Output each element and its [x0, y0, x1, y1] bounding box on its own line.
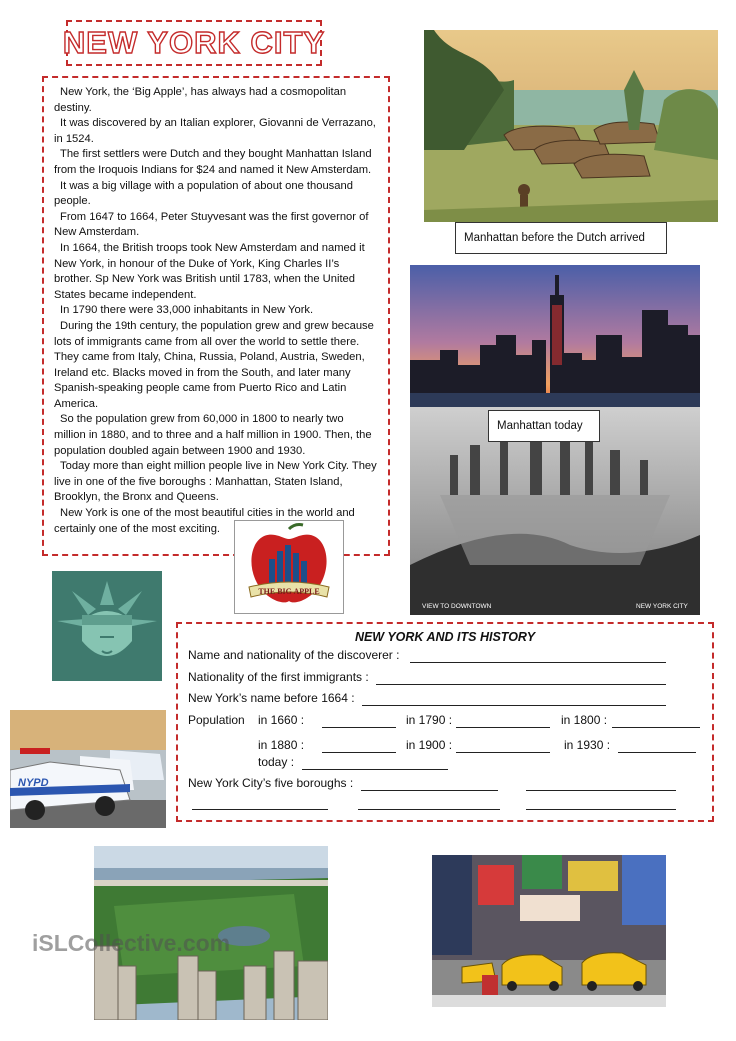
paragraph: New York, the ‘Big Apple’, has always had a cosmopolitan destiny.: [54, 86, 347, 114]
manhattan-before-dutch-image: [424, 30, 718, 222]
year-1660: in 1660 :: [258, 713, 305, 727]
answer-blank[interactable]: [612, 727, 700, 728]
big-apple-label: THE BIG APPLE: [258, 587, 320, 596]
paragraph: The first settlers were Dutch and they bought Manhattan Island from the Iroquois Indians for $24 and named it New Amsterdam.: [54, 148, 372, 176]
population-label: Population: [188, 713, 245, 727]
question-discoverer: Name and nationality of the discoverer :: [188, 648, 400, 662]
downtown-label-right: NEW YORK CITY: [636, 603, 688, 610]
paragraph: It was discovered by an Italian explorer, Giovanni de Verrazano, in 1524.: [54, 117, 376, 145]
answer-blank[interactable]: [526, 809, 676, 810]
answer-blank[interactable]: [361, 790, 498, 791]
year-1900: in 1900 :: [406, 738, 453, 752]
answer-blank[interactable]: [192, 809, 328, 810]
question-boroughs: New York City’s five boroughs :: [188, 776, 354, 790]
caption-before-dutch: [455, 222, 667, 254]
answer-blank[interactable]: [376, 684, 666, 685]
year-1790: in 1790 :: [406, 713, 453, 727]
downtown-label-left: VIEW TO DOWNTOWN: [422, 603, 492, 610]
answer-blank[interactable]: [410, 662, 666, 663]
big-apple-logo: [234, 520, 344, 614]
answer-blank[interactable]: [456, 727, 550, 728]
quiz-title: NEW YORK AND ITS HISTORY: [354, 630, 536, 644]
quiz-box: [176, 622, 714, 822]
answer-blank[interactable]: [322, 752, 396, 753]
year-1880: in 1880 :: [258, 738, 305, 752]
answer-blank[interactable]: [322, 727, 396, 728]
question-name-before-1664: New York’s name before 1664 :: [188, 691, 355, 705]
page-title: NEW YORK CITY: [62, 25, 326, 60]
paragraph: In 1664, the British troops took New Amsterdam and named it New York, in honour of the Duke of York, King Charles II’s brother. Sp New York was British until 1783, when the United States became independent.: [54, 241, 365, 301]
statue-of-liberty-image: [52, 571, 162, 681]
title-box: [62, 20, 326, 66]
paragraph: In 1790 there were 33,000 inhabitants in New York.: [60, 304, 314, 317]
paragraph: So the population grew from 60,000 in 1800 to nearly two million in 1880, and to three and a half million in 1900. Then, the population doubled again between 1900 and 1930.: [54, 413, 372, 457]
question-first-immigrants: Nationality of the first immigrants :: [188, 670, 369, 684]
answer-blank[interactable]: [358, 809, 500, 810]
paragraph: It was a big village with a population of about one thousand people.: [54, 179, 353, 208]
answer-blank[interactable]: [526, 790, 676, 791]
watermark: iSLCollective.com: [32, 930, 231, 956]
caption-text: Manhattan before the Dutch arrived: [464, 232, 645, 244]
nypd-label: NYPD: [18, 777, 49, 789]
year-1930: in 1930 :: [564, 738, 611, 752]
answer-blank[interactable]: [456, 752, 550, 753]
paragraph: During the 19th century, the population grew and grew because lots of immigrants came from all over the world to settle there. They came from Italy, China, Russia, Poland, Austria, Sweden, Ireland etc. Blacks moved in from the South, and later many Spanish-speaking people came from Puerto Rico and Latin America.: [54, 319, 374, 410]
caption-manhattan-today: [488, 410, 600, 442]
answer-blank[interactable]: [618, 752, 696, 753]
caption-text: Manhattan today: [497, 420, 583, 432]
times-square-image: [432, 855, 666, 1007]
today-label: today :: [258, 755, 295, 769]
history-text-box: [42, 76, 390, 556]
answer-blank[interactable]: [362, 705, 666, 706]
year-1800: in 1800 :: [561, 713, 608, 727]
paragraph: New York is one of the most beautiful cities in the world and certainly one of the most exciting.: [54, 507, 355, 535]
nypd-cars-image: [10, 710, 166, 828]
answer-blank[interactable]: [302, 769, 448, 770]
paragraph: From 1647 to 1664, Peter Stuyvesant was the first governor of New Amsterdam.: [54, 210, 369, 239]
paragraph: Today more than eight million people live in New York City. They live in one of the five boroughs : Manhattan, Staten Island, Brooklyn, the Bronx and Queens.: [54, 460, 377, 504]
